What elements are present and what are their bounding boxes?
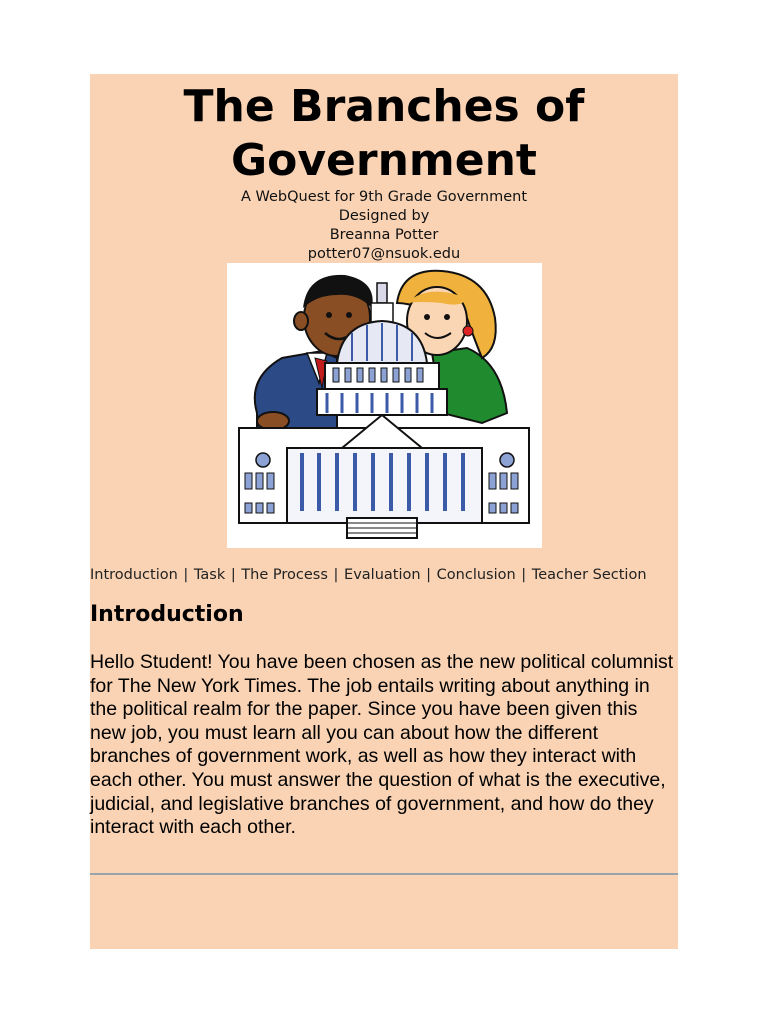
- nav-task[interactable]: Task: [193, 567, 226, 583]
- nav-introduction[interactable]: Introduction: [90, 567, 178, 583]
- nav-teacher-section[interactable]: Teacher Section: [531, 567, 647, 583]
- designed-by-line: Designed by: [338, 208, 430, 224]
- subtitle-line: A WebQuest for 9th Grade Government: [240, 189, 527, 205]
- introduction-body: Hello Student! You have been chosen as the new political columnist for The New York Times. The job entails writing about anything in the political realm for the paper. Since you have been given this new job, you must learn all you can about how the different branches of government work, as well as how they interact with each other. You must answer the question of what is the executive, judicial, and legislative branches of government, and how do they interact with each other.: [90, 651, 674, 839]
- nav-the-process[interactable]: The Process: [241, 567, 328, 583]
- author-name: Breanna Potter: [329, 227, 439, 243]
- page-title: The Branches of Government: [183, 81, 585, 186]
- nav-separator: |: [521, 567, 527, 583]
- author-email: potter07@nsuok.edu: [307, 246, 461, 262]
- nav-separator: |: [230, 567, 236, 583]
- section-divider: [90, 873, 678, 875]
- capitol-clipart-icon: [227, 263, 542, 548]
- webquest-page: [90, 74, 678, 949]
- webquest-nav: [90, 567, 690, 583]
- nav-separator: |: [333, 567, 339, 583]
- nav-separator: |: [183, 567, 189, 583]
- capitol-building-icon: [239, 415, 529, 538]
- nav-separator: |: [426, 567, 432, 583]
- nav-conclusion[interactable]: Conclusion: [436, 567, 516, 583]
- introduction-heading: Introduction: [90, 602, 244, 627]
- nav-evaluation[interactable]: Evaluation: [344, 567, 421, 583]
